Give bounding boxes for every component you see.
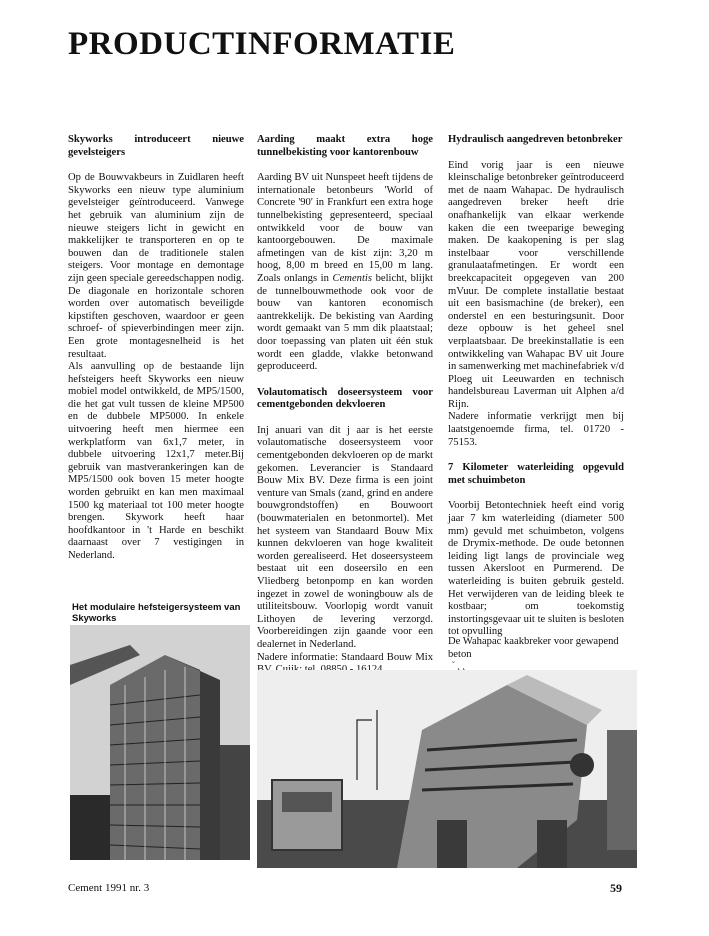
italic-term: Cementis — [332, 272, 372, 284]
footer-journal: Cement 1991 nr. 3 — [68, 882, 150, 894]
article-heading: Hydraulisch aangedreven betonbreker — [448, 134, 623, 145]
article-paragraph: Op de Bouwvakbeurs in Zuidlaren heeft Skyworks een nieuw type aluminium gevelsteiger geïntroduceerd. Vanwege het gebruik van aluminium zijn de nieuwe steigers licht in gewicht en makkelijker te transporteren en op te bouwen dan de traditionele stalen steigers. Voor montage en demontage zijn geen speciale gereedschappen nodig. De diagonale en horizontale schoren worden over automatisch beveiligde kipstiften geschoven, waardoor er geen schroef- of spieverbindingen meer zijn. Een grote montagesnelheid is het resultaat. — [68, 172, 244, 360]
article-heading: Volautomatisch doseersysteem voor cementgebonden dekvloeren — [257, 386, 433, 411]
article-heading: Aarding maakt extra hoge tunnelbekisting voor kantorenbouw — [257, 134, 433, 158]
article-column-2 — [257, 134, 433, 677]
page-title: PRODUCTINFORMATIE — [68, 26, 456, 62]
photo-caption-skyworks: Het modulaire hefsteigersysteem van Skyworks — [72, 602, 241, 624]
article-paragraph: Inj anuari van dit j aar is het eerste volautomatische doseersysteem voor cementgebonden dekvloeren op de markt gekomen. Leverancier is Standaard Bouw Mix BV. Deze firma is een joint venture van Smals (zand, grind en andere bouwgrondstoffen) en Bouwoort (bouwmaterialen en betonmortel). Met het systeem van Standaard Bouw Mix kunnen dekvloeren van hoge kwaliteit worden gerealiseerd. Het doseersysteem bestaat uit een doseersilo en een Vliedberg betonpomp en kan worden ingezet in zowel de woningbouw als de utiliteitsbouw. Voorlopig wordt vanuit Lithoyen de levering verzorgd. Voorbereidingen zijn gaande voor een dealernet in Nederland. — [257, 424, 433, 650]
article-paragraph: Nadere informatie: Standaard Bouw Mix — [257, 651, 433, 663]
photo-caption-wahapac: De Wahapac kaakbreker voor gewapend beton — [448, 636, 619, 660]
article-paragraph — [257, 172, 433, 374]
photo-concrete-crusher — [257, 670, 637, 868]
article-paragraph: Als aanvulling op de bestaande lijn hefsteigers heeft Skyworks een nieuw mobiel model ontwikkeld, de MP5/1500, die het gat vult tussen de kleine MP500 en de dubbele MP5000. In enkele uitvoering heeft men hiermee een werkplatform van 6x1,7 meter, in dubbele uitvoering 12x1,7 meter.Bij gebruik van mastverankeringen kan de MP5/1500 ook boven 15 meter hoogte worden gebruikt en kan men maximaal 1500 kg materiaal tot 100 meter hoogte brengen. Skywork heeft haar hoofdkantoor in 't Harde en beschikt daarnaast over 7 vestigingen in Nederland. — [68, 361, 244, 561]
article-heading: 7 Kilometer waterleiding opgevuld met schuimbeton — [448, 462, 624, 486]
article-paragraph: Voorbij Betontechniek heeft eind vorig jaar 7 km waterleiding (diameter 500 mm) gevuld met schuimbeton, volgens de Drymix-methode. De oude betonnen leiding ligt langs de provinciale weg tussen Akersloot en Purmerend. De waterleiding is buiten gebruik gesteld. Het verwijderen van de leiding bleek te kostbaar; om toekomstig instortingsgevaar uit te sluiten is besloten tot opvulling — [448, 500, 624, 638]
article-heading: Skyworks introduceert nieuwe gevelsteigers — [68, 134, 244, 158]
article-paragraph: Eind vorig jaar is een nieuwe kleinschalige betonbreker geïntroduceerd met de naam Wahapac. De hydraulisch aangedreven breker heeft drie onafhankelijk van elkaar werkende kaken die een tweeparige beweging maken. De kaakopening is per slag instelbaar voor verschillende granulaatafmetingen. Er wordt een breekcapaciteit opgegeven van 200 mVuur. De complete installatie bestaat uit een basismachine (de breker), een onderstel en een besturingsunit. Door deze opbouw is het geheel snel verplaatsbaar. De breekinstallatie is een ontwikkeling van Wahapac BV uit Joure in samenwerking met machinefabriek v/d Ploeg uit Leeuwarden en technisch handelsbureau Laverman uit Alphen a/d Rijn. — [448, 159, 624, 410]
text-run: belicht, blijkt de tunnelbouwmethode ook voor de bouw van kantoren economisch aantrekkelijk. De bekisting van Aarding wordt gemaakt van 5 mm dik plaatstaal; door toepassing van platen uit één stuk wordt een gladde, vlakke betonwand geproduceerd. — [257, 272, 434, 373]
page-number: 59 — [610, 881, 622, 895]
article-column-1 — [68, 134, 244, 563]
article-paragraph: Nadere informatie verkrijgt men bij laatstgenoemde firma, tel. 01720 - 75153. — [448, 411, 624, 448]
scan-mark: ˘ ˛ ˛ — [452, 660, 466, 670]
photo-scaffolding-building — [70, 625, 250, 860]
article-column-3 — [448, 134, 624, 639]
text-run: Aarding BV uit Nunspeet heeft tijdens de internationale betonbeurs 'World of Concrete '90' in Frankfurt een extra hoge tunnelbekisting gepresenteerd, speciaal ontwikkeld voor de bouw van kantoorgebouwen. De maximale afmetingen van de kist zijn: 3,20 m hoog, 8,00 m breed en 15,00 m lang. Zoals onlangs in — [257, 172, 433, 284]
